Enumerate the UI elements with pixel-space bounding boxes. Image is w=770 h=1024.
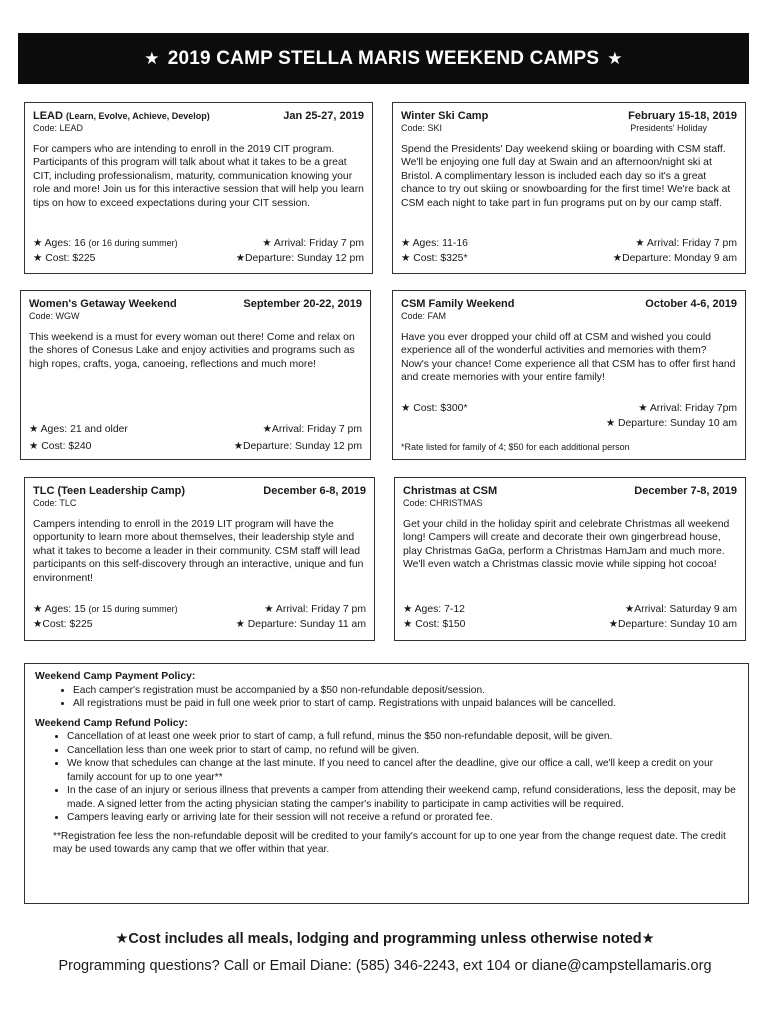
camp-description: For campers who are intending to enroll in the 2019 CIT program. Participants of this program will talk about what it takes to be a great CIT, including professionalism, maturity, communication knowing your role and more! Join us for this interactive session that will help you learn tips on how to exceed expectations during your CIT session. (33, 144, 364, 209)
camp-card-tlc (24, 477, 375, 641)
list-item: • Each camper's registration must be accompanied by a $50 non-refundable deposit/session. (73, 684, 738, 698)
camp-name: LEAD (33, 110, 63, 122)
camp-dates: October 4-6, 2019 (645, 298, 737, 310)
camp-description: This weekend is a must for every woman out there! Come and relax on the shores of Conesus Lake and enjoy activities and programs such as high ropes, crafts, yoga, canoeing, reflections and much more! (29, 332, 355, 370)
camp-departure: ★Departure: Sunday 12 pm (235, 253, 364, 264)
camp-arrival: ★ Arrival: Friday 7 pm (262, 238, 364, 249)
camp-ages: ★ Ages: 11-16 (401, 238, 468, 249)
camp-dates: December 6-8, 2019 (263, 485, 366, 497)
camp-dates: December 7-8, 2019 (634, 485, 737, 497)
payment-policy-list (35, 684, 738, 711)
page-title: 2019 CAMP STELLA MARIS WEEKEND CAMPS (167, 47, 600, 69)
title-banner (18, 33, 749, 84)
camp-ages: ★ Ages: 21 and older (29, 424, 128, 435)
camp-cost: ★ Cost: $325* (401, 253, 468, 264)
refund-footnote: **Registration fee less the non-refundable deposit will be credited to your family's account for up to one year from the change request date. The credit may be used towards any camp that we offer within that year. (53, 830, 726, 855)
camp-code: Code: LEAD (33, 123, 84, 133)
camp-ages: ★ Ages: 7-12 (403, 604, 465, 615)
payment-policy-heading: Weekend Camp Payment Policy: (35, 671, 196, 682)
list-item: • We know that schedules can change at the last minute. If you need to cancel after the deadline, give our office a call, we'll keep a credit on your family account for up to one year** (67, 757, 738, 784)
star-icon: ★ (144, 48, 160, 68)
camp-arrival: ★Arrival: Saturday 9 am (624, 604, 737, 615)
camp-name: Women's Getaway Weekend (29, 298, 177, 310)
camp-footnote: *Rate listed for family of 4; $50 for each additional person (401, 442, 630, 452)
camp-dates: September 20-22, 2019 (243, 298, 362, 310)
camp-cost: ★ Cost: $225 (33, 253, 96, 264)
camp-code: Code: SKI (401, 123, 443, 133)
camp-card-fam (392, 290, 746, 460)
camp-code: Code: FAM (401, 311, 447, 321)
star-icon: ★ (607, 48, 623, 68)
camp-name: Christmas at CSM (403, 485, 498, 497)
camp-date-note: Presidents' Holiday (630, 123, 707, 133)
refund-policy-heading: Weekend Camp Refund Policy: (35, 717, 188, 729)
camp-cost: ★ Cost: $300* (401, 403, 468, 414)
camp-arrival: ★ Arrival: Friday 7 pm (635, 238, 737, 249)
camp-card-ski (392, 102, 746, 274)
list-item: • All registrations must be paid in full one week prior to start of camp. Registrations with unpaid balances will be cancelled. (73, 697, 738, 711)
refund-policy-list (35, 730, 738, 825)
camp-card-wgw (20, 290, 371, 460)
camp-card-lead (24, 102, 373, 274)
camp-departure: ★Departure: Sunday 10 am (608, 619, 737, 630)
camp-ages: ★ Ages: 16 (33, 238, 86, 249)
camp-dates: February 15-18, 2019 (628, 110, 737, 122)
cost-note: ★Cost includes all meals, lodging and programming unless otherwise noted★ (115, 931, 655, 947)
policy-box (24, 663, 749, 904)
camp-departure: ★Departure: Sunday 12 pm (233, 441, 362, 452)
camp-description: Spend the Presidents' Day weekend skiing or boarding with CSM staff. We'll be enjoying one full day at Swain and an afternoon/night ski at Bristol. A complimentary lesson is included each day so it's a great chance to try out skiing or snowboarding for the first time! We're back at CSM each night to take part in fun programs put on by our camp staff. (401, 144, 731, 209)
list-item: • Campers leaving early or arriving late for their session will not receive a refund or prorated fee. (67, 811, 738, 825)
camp-departure: ★ Departure: Sunday 11 am (235, 619, 366, 630)
contact-line: Programming questions? Call or Email Diane: (585) 346-2243, ext 104 or diane@campstellamaris.org (58, 958, 712, 974)
camp-cost: ★ Cost: $240 (29, 441, 92, 452)
camp-name: Winter Ski Camp (401, 110, 489, 122)
camp-description: Have you ever dropped your child off at CSM and wished you could experience all of the wonderful activities and memories with them? Now's your chance! Come experience all that CSM has to offer first hand and create memories with your entire family! (401, 332, 736, 384)
camp-description: Get your child in the holiday spirit and celebrate Christmas all weekend long! Campers will create and decorate their own gingerbread house, play Christmas GaGa, perform a Christmas HamJam and much more. We'll even watch a Christmas classic movie while sipping hot cocoa! (403, 519, 730, 571)
camp-code: Code: CHRISTMAS (403, 498, 483, 508)
camp-arrival: ★Arrival: Friday 7 pm (262, 424, 362, 435)
camp-description: Campers intending to enroll in the 2019 LIT program will have the opportunity to learn more about themselves, their leadership style and what it takes to become a leader in their community. CSM staff will lead participants on this self-discovery through an interactive, unique and fun environment! (33, 519, 364, 584)
list-item: • Cancellation less than one week prior to start of camp, no refund will be given. (67, 744, 738, 758)
camp-ages-note: (or 16 during summer) (88, 238, 178, 248)
camp-ages: ★ Ages: 15 (33, 604, 86, 615)
camp-ages-note: (or 15 during summer) (88, 604, 178, 614)
camp-cost: ★Cost: $225 (33, 619, 93, 630)
camp-arrival: ★ Arrival: Friday 7pm (638, 403, 737, 414)
camp-dates: Jan 25-27, 2019 (283, 110, 364, 122)
list-item: • In the case of an injury or serious illness that prevents a camper from attending their weekend camp, refund considerations, less the deposit, may be made. A signed letter from the acting physician stating the camper's inability to participate in camp activities will be required. (67, 784, 738, 811)
camp-name: TLC (Teen Leadership Camp) (33, 485, 185, 497)
list-item: • Cancellation of at least one week prior to start of camp, a full refund, minus the $50 non-refundable deposit, will be given. (67, 730, 738, 744)
camp-cost: ★ Cost: $150 (403, 619, 466, 630)
camp-name: CSM Family Weekend (401, 298, 515, 310)
camp-code: Code: TLC (33, 498, 77, 508)
camp-departure: ★ Departure: Sunday 10 am (605, 418, 737, 429)
camp-code: Code: WGW (29, 311, 80, 321)
camp-departure: ★Departure: Monday 9 am (612, 253, 737, 264)
camp-name-expansion: (Learn, Evolve, Achieve, Develop) (66, 111, 210, 121)
camp-card-christmas (394, 477, 746, 641)
camp-arrival: ★ Arrival: Friday 7 pm (264, 604, 366, 615)
